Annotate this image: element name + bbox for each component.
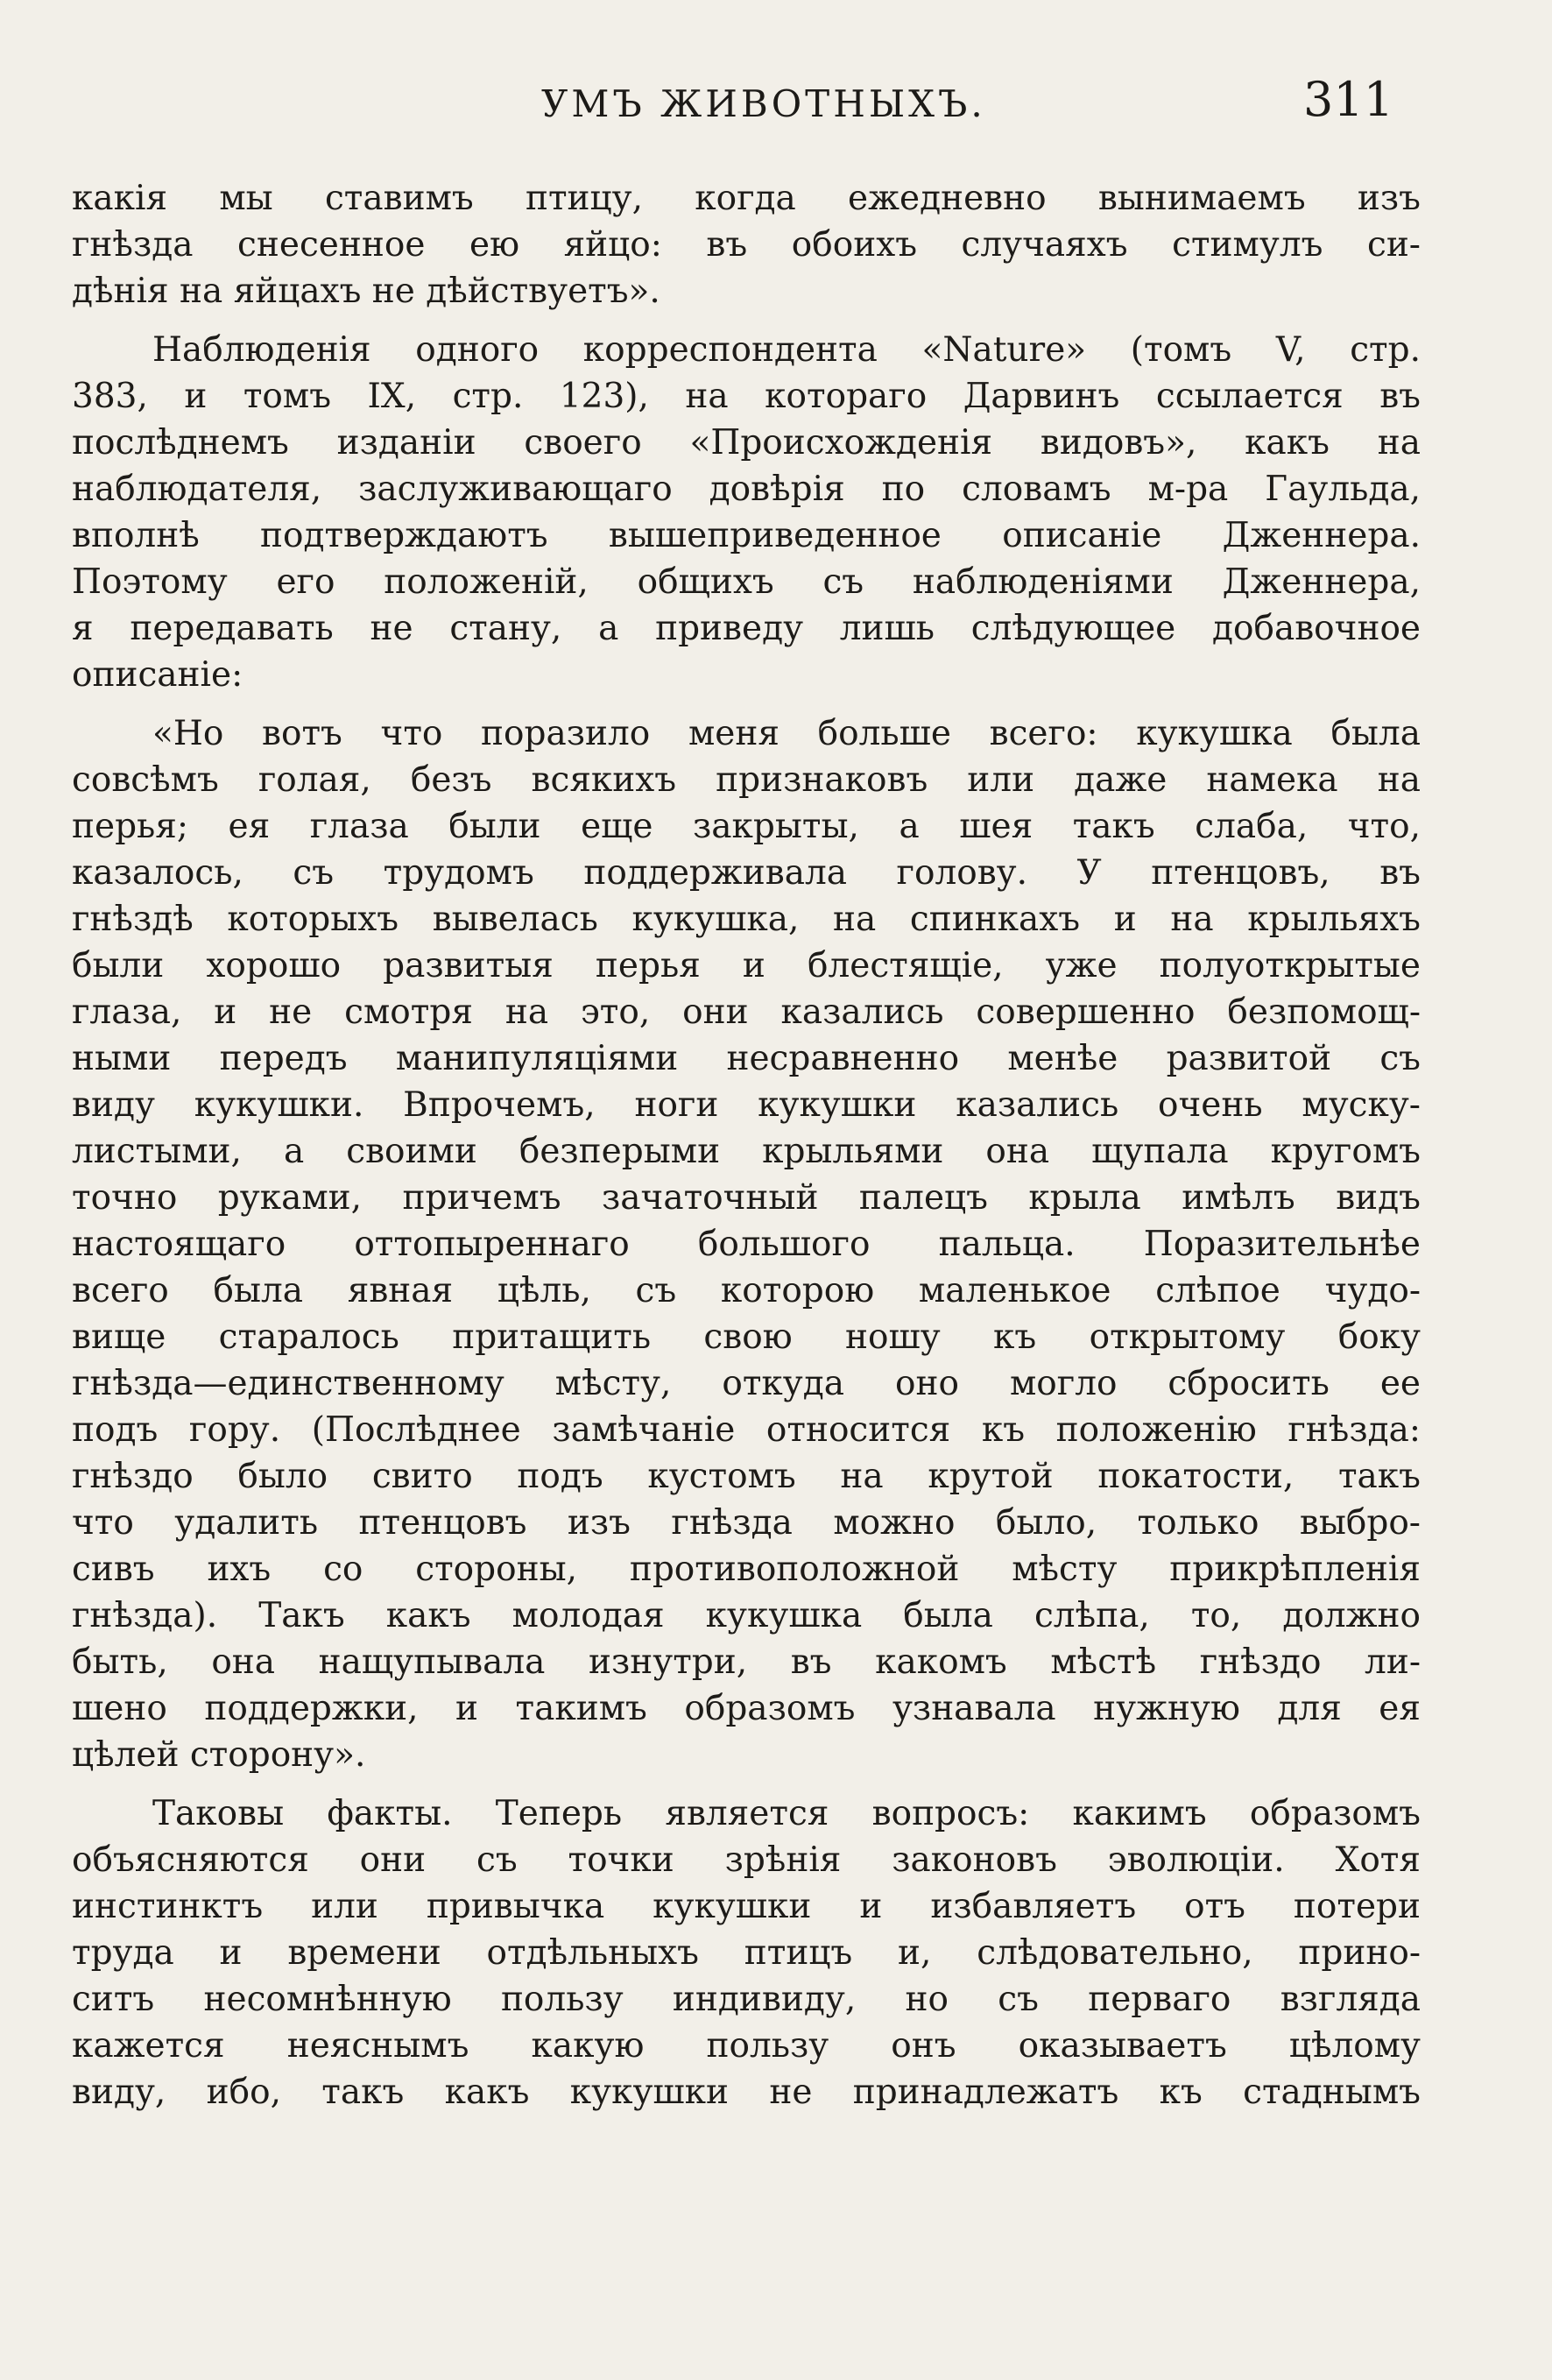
paragraph xyxy=(72,175,1421,314)
text-line: труда и времени отдѣльныхъ птицъ и, слѣдовательно, прино- xyxy=(72,1933,1421,1973)
text-line: вполнѣ подтверждаютъ вышеприведенное описаніе Дженнера. xyxy=(72,516,1421,555)
text-line: гнѣздѣ которыхъ вывелась кукушка, на спинкахъ и на крыльяхъ xyxy=(72,900,1421,939)
text-line: кажется неяснымъ какую пользу онъ оказываетъ цѣлому xyxy=(72,2026,1421,2066)
text-line: точно руками, причемъ зачаточный палецъ крыла имѣлъ видъ xyxy=(72,1178,1421,1218)
text-line: глаза, и не смотря на это, они казались совершенно безпомощ- xyxy=(72,992,1421,1032)
page-header xyxy=(0,72,1552,138)
text-line: виду кукушки. Впрочемъ, ноги кукушки казались очень муску- xyxy=(72,1085,1421,1125)
text-line: ситъ несомнѣнную пользу индивиду, но съ перваго взгляда xyxy=(72,1980,1421,2019)
text-line: что удалить птенцовъ изъ гнѣзда можно было, только выбро- xyxy=(72,1503,1421,1543)
text-line: инстинктъ или привычка кукушки и избавляетъ отъ потери xyxy=(72,1887,1421,1926)
quotation-paragraph xyxy=(72,710,1421,1778)
text-line: настоящаго оттопыреннаго большого пальца. Поразительнѣе xyxy=(72,1225,1421,1264)
text-line: листыми, а своими безперыми крыльями она щупала кругомъ xyxy=(72,1132,1421,1171)
text-line: виду, ибо, такъ какъ кукушки не принадлежатъ къ стаднымъ xyxy=(72,2073,1421,2112)
page-number: 311 xyxy=(1303,72,1394,127)
text-line: шено поддержки, и такимъ образомъ узнавала нужную для ея xyxy=(72,1689,1421,1728)
text-line: перья; ея глаза были еще закрыты, а шея такъ слаба, что, xyxy=(72,807,1421,846)
text-line: совсѣмъ голая, безъ всякихъ признаковъ или даже намека на xyxy=(72,760,1421,800)
paragraph-gap xyxy=(72,314,1421,327)
paragraph-gap xyxy=(72,1778,1421,1790)
paragraph xyxy=(72,1790,1421,2115)
text-line: были хорошо развитыя перья и блестящіе, уже полуоткрытые xyxy=(72,946,1421,985)
text-line: цѣлей сторону». xyxy=(72,1735,366,1775)
text-line: ными передъ манипуляціями несравненно менѣе развитой съ xyxy=(72,1039,1421,1078)
text-line: описаніе: xyxy=(72,655,243,695)
text-line: 383, и томъ IX, стр. 123), на котораго Дарвинъ ссылается въ xyxy=(72,377,1421,416)
text-line: сивъ ихъ со стороны, противоположной мѣсту прикрѣпленія xyxy=(72,1550,1421,1589)
text-line: подъ гору. (Послѣднее замѣчаніе относится къ положенію гнѣзда: xyxy=(72,1410,1421,1450)
text-line: гнѣзда—единственному мѣсту, откуда оно могло сбросить ее xyxy=(72,1364,1421,1403)
text-line: гнѣзда снесенное ею яйцо: въ обоихъ случаяхъ стимулъ си- xyxy=(72,225,1421,265)
paragraph-gap xyxy=(72,698,1421,710)
text-line: вище старалось притащить свою ношу къ открытому боку xyxy=(72,1317,1421,1357)
text-line: всего была явная цѣль, съ которою маленькое слѣпое чудо- xyxy=(72,1271,1421,1310)
text-line: наблюдателя, заслуживающаго довѣрія по словамъ м-ра Гаульда, xyxy=(72,470,1421,509)
text-line: «Но вотъ что поразило меня больше всего: кукушка была xyxy=(152,714,1421,753)
text-line: быть, она нащупывала изнутри, въ какомъ мѣстѣ гнѣздо ли- xyxy=(72,1642,1421,1682)
text-line: Поэтому его положеній, общихъ съ наблюденіями Дженнера, xyxy=(72,562,1421,602)
text-line: Таковы факты. Теперь является вопросъ: какимъ образомъ xyxy=(152,1794,1421,1833)
text-line: объясняются они съ точки зрѣнія законовъ эволюціи. Хотя xyxy=(72,1840,1421,1880)
body-text xyxy=(72,175,1421,2115)
text-line: послѣднемъ изданіи своего «Происхожденія видовъ», какъ на xyxy=(72,423,1421,463)
text-line: какія мы ставимъ птицу, когда ежедневно вынимаемъ изъ xyxy=(72,179,1421,218)
paragraph xyxy=(72,327,1421,698)
text-line: Наблюденія одного корреспондента «Nature» (томъ V, стр. xyxy=(152,330,1421,370)
text-line: гнѣзда). Такъ какъ молодая кукушка была слѣпа, то, должно xyxy=(72,1596,1421,1635)
text-line: я передавать не стану, а приведу лишь слѣдующее добавочное xyxy=(72,609,1421,648)
text-line: гнѣздо было свито подъ кустомъ на крутой покатости, такъ xyxy=(72,1457,1421,1496)
running-title: УМЪ ЖИВОТНЫХЪ. xyxy=(541,82,986,125)
text-line: казалось, съ трудомъ поддерживала голову. У птенцовъ, въ xyxy=(72,853,1421,893)
text-line: дѣнія на яйцахъ не дѣйствуетъ». xyxy=(72,272,660,311)
